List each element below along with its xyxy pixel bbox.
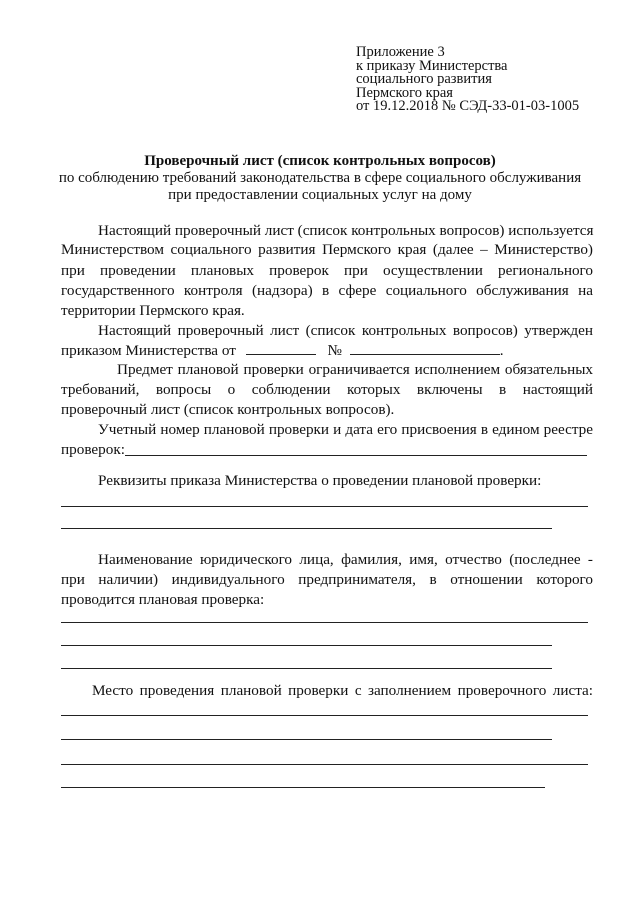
annex-order-ref: к приказу Министерства: [356, 57, 508, 74]
paragraph4-line1: Учетный номер плановой проверки и дата его присвоения в едином реестре: [98, 421, 593, 438]
paragraph3-line3: проверочный лист (список контрольных вопросов).: [61, 401, 395, 418]
number-sign: №: [327, 342, 342, 359]
paragraph1-line4: государственного контроля (надзора) в сфере социального обслуживания на: [61, 282, 593, 299]
entity-name-blank-1[interactable]: [61, 622, 588, 623]
paragraph1-line2: Министерством социального развития Пермского края (далее – Министерство): [61, 241, 593, 258]
annex-ministry: социального развития: [356, 71, 492, 87]
paragraph4-line2: проверок:: [61, 441, 125, 458]
annex-region: Пермского края: [356, 84, 453, 101]
annex-date-number: от 19.12.2018 № СЭД-33-01-03-1005: [356, 98, 580, 114]
period: .: [499, 342, 504, 359]
paragraph3-line1: Предмет плановой проверки ограничивается исполнением обязательных: [117, 361, 593, 378]
document-subtitle-line1: по соблюдению требований законодательства в сфере социального обслуживания: [58, 170, 582, 186]
inspection-place-blank-1[interactable]: [61, 715, 588, 716]
document-subtitle-line2: при предоставлении социальных услуг на дому: [168, 187, 472, 203]
paragraph6-line3: проводится плановая проверка:: [61, 591, 265, 608]
annex-number: Приложение 3: [356, 44, 445, 60]
inspection-place-blank-4[interactable]: [61, 787, 545, 788]
inspection-place-blank-2[interactable]: [61, 739, 552, 740]
approval-number-blank[interactable]: [350, 354, 500, 355]
paragraph3-line2: требований, вопросы о соблюдении которых включены в настоящий: [61, 381, 593, 398]
paragraph2-line2: [61, 342, 504, 360]
registry-number-blank[interactable]: [125, 455, 587, 456]
paragraph2-line1: Настоящий проверочный лист (список контрольных вопросов) утвержден: [98, 322, 593, 339]
paragraph5-line1: Реквизиты приказа Министерства о проведении плановой проверки:: [98, 472, 542, 489]
inspection-place-blank-3[interactable]: [61, 764, 588, 765]
annex-block: [356, 46, 579, 114]
order-details-blank-1[interactable]: [61, 506, 588, 507]
paragraph1-line1: Настоящий проверочный лист (список контрольных вопросов) используется: [98, 222, 594, 239]
paragraph1-line3: при проведении плановых проверок при осуществлении регионального: [61, 262, 593, 279]
entity-name-blank-2[interactable]: [61, 645, 552, 646]
document-title: Проверочный лист (список контрольных вопросов): [144, 153, 496, 169]
approval-date-blank[interactable]: [246, 354, 316, 355]
approval-order-label: приказом Министерства от: [61, 342, 236, 359]
paragraph6-line1: Наименование юридического лица, фамилия, имя, отчество (последнее -: [98, 551, 593, 568]
paragraph7-line1: Место проведения плановой проверки с заполнением проверочного листа:: [92, 682, 593, 699]
paragraph1-line5: территории Пермского края.: [61, 302, 245, 319]
order-details-blank-2[interactable]: [61, 528, 552, 529]
paragraph6-line2: при наличии) индивидуального предпринимателя, в отношении которого: [61, 571, 593, 588]
entity-name-blank-3[interactable]: [61, 668, 552, 669]
